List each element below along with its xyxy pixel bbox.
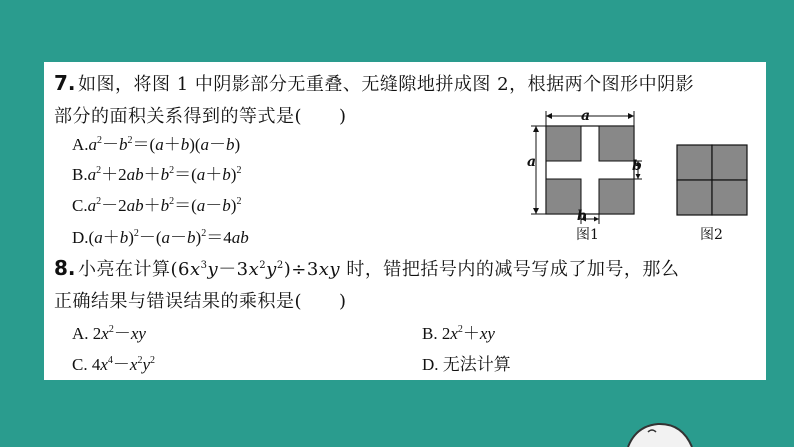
question-7-option-d[interactable]: $D.(a+b)^2-(a-b)^2=4ab$ (72, 228, 249, 247)
decorative-doodle (618, 420, 708, 447)
figure-1-caption: 图1 (576, 227, 599, 243)
shaded-square (599, 179, 634, 214)
shaded-square (546, 126, 581, 161)
q8-text-post: 时，错把括号内的减号写成了加号，那么 (346, 259, 680, 280)
question-8-option-d[interactable]: D. 无法计算 (422, 355, 511, 374)
figure-2-caption: 图2 (700, 227, 723, 243)
figure-1-label-b-right: b (632, 158, 642, 174)
question-8-option-c[interactable]: C. $4x^4-x^2y^2$ (72, 355, 155, 374)
question-8-line-1: 小亮在计算$(6x^3y-3x^2y^2)\div 3xy$ 时，错把括号内的减号写成了加号，那么 (78, 259, 680, 280)
question-card (44, 62, 766, 380)
option-letter: C. (72, 196, 88, 215)
shaded-square (546, 179, 581, 214)
figure-2 (676, 144, 748, 216)
figure-1-label-b-bottom: b (577, 208, 587, 224)
option-letter: B. (72, 165, 88, 184)
shaded-square (599, 126, 634, 161)
question-7-line-2: 部分的面积关系得到的等式是( ) (54, 106, 347, 127)
question-7-option-b[interactable]: $B.a^2+2ab+b^2=(a+b)^2$ (72, 165, 242, 184)
question-8-number: 8. (54, 256, 76, 280)
question-7-option-c[interactable]: $C.a^2-2ab+b^2=(a-b)^2$ (72, 196, 242, 215)
shaded-square (677, 180, 712, 215)
option-letter: A. (72, 135, 89, 154)
question-7-number: 7. (54, 71, 76, 95)
q8-text-pre: 小亮在计算(6 (78, 259, 190, 280)
question-8-option-b[interactable]: B. $2x^2+xy$ (422, 324, 495, 343)
figure-1-label-a-left: a (527, 154, 537, 170)
question-8-line-2: 正确结果与错误结果的乘积是( ) (54, 291, 347, 312)
shaded-square (712, 180, 747, 215)
shaded-square (677, 145, 712, 180)
figure-1-label-a: a (581, 108, 591, 124)
option-letter: D. (72, 228, 89, 247)
shaded-square (712, 145, 747, 180)
question-8-option-a[interactable]: A. $2x^2-xy$ (72, 324, 146, 343)
question-7-line-1: 如图，将图 1 中阴影部分无重叠、无缝隙地拼成图 2，根据两个图形中阴影 (78, 74, 695, 95)
question-7-option-a[interactable]: $A.a^2-b^2=(a+b)(a-b)$ (72, 135, 241, 154)
